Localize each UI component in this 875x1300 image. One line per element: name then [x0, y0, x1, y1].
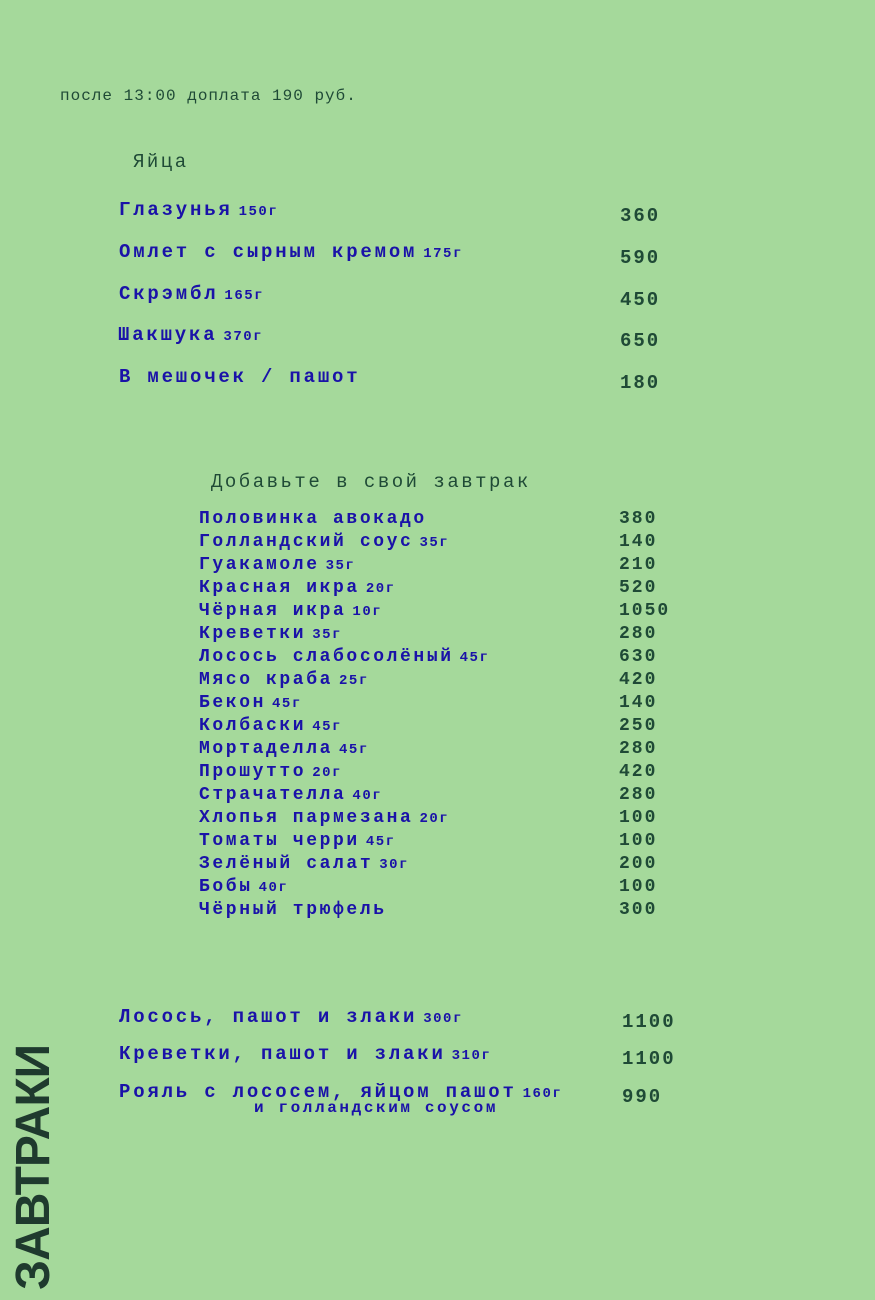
- item-weight: 45г: [459, 650, 490, 666]
- item-weight: 10г: [352, 604, 383, 620]
- item-weight: 35г: [419, 535, 450, 551]
- item-price: 250: [619, 716, 658, 736]
- item-weight: 40г: [352, 788, 383, 804]
- item-weight: 45г: [272, 696, 302, 712]
- item-name: Красная икра: [199, 578, 360, 598]
- item-price: 280: [619, 624, 658, 644]
- item-weight: 25г: [339, 673, 369, 689]
- item-price: 200: [619, 854, 658, 874]
- item-weight: 150г: [238, 204, 279, 220]
- item-price: 140: [619, 532, 658, 552]
- item-name: Лосось слабосолёный: [199, 647, 454, 667]
- addon-item: [199, 808, 449, 828]
- item-name: Скрэмбл: [119, 283, 219, 305]
- item-price: 1100: [622, 1011, 676, 1033]
- item-name: Прошутто: [199, 762, 307, 782]
- item-name: Креветки: [199, 624, 307, 644]
- item-weight: 45г: [312, 719, 342, 735]
- item-price: 380: [619, 509, 658, 529]
- item-price: 210: [619, 555, 658, 575]
- addon-item: [199, 624, 342, 644]
- addon-item: [199, 762, 342, 782]
- item-price: 630: [619, 647, 658, 667]
- addon-item: [199, 670, 369, 690]
- item-name: Голландский соус: [199, 532, 414, 552]
- item-name: Бобы: [199, 877, 253, 897]
- item-weight: 35г: [325, 558, 356, 574]
- addon-item: [199, 877, 288, 897]
- addon-item: [199, 647, 489, 667]
- addon-item: [199, 578, 396, 598]
- item-name: В мешочек / пашот: [119, 366, 361, 388]
- item-price: 100: [619, 877, 658, 897]
- item-name: Креветки, пашот и злаки: [119, 1043, 446, 1065]
- addon-item: [199, 532, 449, 552]
- item-price: 450: [620, 289, 661, 311]
- item-name: Хлопья пармезана: [199, 808, 414, 828]
- item-name: Глазунья: [119, 199, 233, 221]
- item-weight: 20г: [312, 765, 342, 781]
- item-price: 1100: [622, 1048, 676, 1070]
- item-price: 100: [619, 808, 658, 828]
- addon-item: [199, 831, 396, 851]
- surcharge-note: после 13:00 доплата 190 руб.: [60, 87, 357, 105]
- menu-item-omelet: [119, 241, 463, 263]
- section-vertical-title: ЗАВТРАКИ: [7, 1044, 60, 1290]
- menu-item-scramble: [119, 283, 264, 305]
- item-name: Гуакамоле: [199, 555, 320, 575]
- item-name: Колбаски: [199, 716, 307, 736]
- item-price: 520: [619, 578, 658, 598]
- item-weight: 175г: [423, 246, 463, 262]
- item-weight: 45г: [365, 834, 396, 850]
- item-weight: 370г: [223, 329, 264, 345]
- item-name: Томаты черри: [199, 831, 360, 851]
- menu-item-shrimp-grains: [119, 1043, 491, 1065]
- item-price: 420: [619, 670, 658, 690]
- menu-item-shakshuka: [118, 324, 263, 346]
- item-name: Лосось, пашот и злаки: [119, 1006, 418, 1028]
- item-price: 990: [622, 1086, 663, 1108]
- item-name: Рояль с лососем, яйцом пашот: [119, 1081, 517, 1103]
- item-price: 280: [619, 739, 658, 759]
- item-price: 180: [620, 372, 661, 394]
- item-weight: 300г: [423, 1011, 463, 1027]
- addon-item: [199, 555, 355, 575]
- addon-item: [199, 900, 387, 920]
- item-price: 590: [620, 247, 661, 269]
- item-name: Мортаделла: [199, 739, 334, 759]
- item-price: 140: [619, 693, 658, 713]
- item-name: Половинка авокадо: [199, 509, 427, 529]
- item-price: 420: [619, 762, 658, 782]
- addon-item: [199, 785, 382, 805]
- menu-item-glazunya: [119, 199, 278, 221]
- item-weight: 20г: [365, 581, 396, 597]
- addon-item: [199, 509, 427, 529]
- addons-section-title: Добавьте в свой завтрак: [211, 471, 531, 493]
- addon-item: [199, 739, 369, 759]
- item-weight: 45г: [339, 742, 369, 758]
- item-name: Омлет с сырным кремом: [119, 241, 418, 263]
- eggs-section-title: Яйца: [133, 151, 189, 173]
- item-weight: 35г: [312, 627, 342, 643]
- item-price: 360: [620, 205, 661, 227]
- item-price: 650: [620, 330, 661, 352]
- item-weight: 30г: [379, 857, 409, 873]
- item-price: 300: [619, 900, 658, 920]
- item-price: 100: [619, 831, 658, 851]
- addon-item: [199, 716, 342, 736]
- item-name: Чёрная икра: [199, 601, 347, 621]
- item-name: Чёрный трюфель: [199, 900, 387, 920]
- item-price: 1050: [619, 601, 671, 621]
- item-name: Мясо краба: [199, 670, 334, 690]
- item-name: Шакшука: [118, 324, 218, 346]
- item-price: 280: [619, 785, 658, 805]
- item-weight: 160г: [522, 1086, 563, 1102]
- item-name: Страчателла: [199, 785, 347, 805]
- menu-item-poached: [119, 366, 360, 388]
- item-name: Зелёный салат: [199, 854, 374, 874]
- item-description: и голландским соусом: [254, 1099, 499, 1117]
- item-weight: 165г: [224, 288, 265, 304]
- addon-item: [199, 693, 302, 713]
- addon-item: [199, 601, 382, 621]
- item-weight: 20г: [419, 811, 450, 827]
- item-weight: 310г: [451, 1048, 492, 1064]
- menu-item-salmon-grains: [119, 1006, 463, 1028]
- item-weight: 40г: [258, 880, 289, 896]
- addon-item: [199, 854, 409, 874]
- item-name: Бекон: [199, 693, 267, 713]
